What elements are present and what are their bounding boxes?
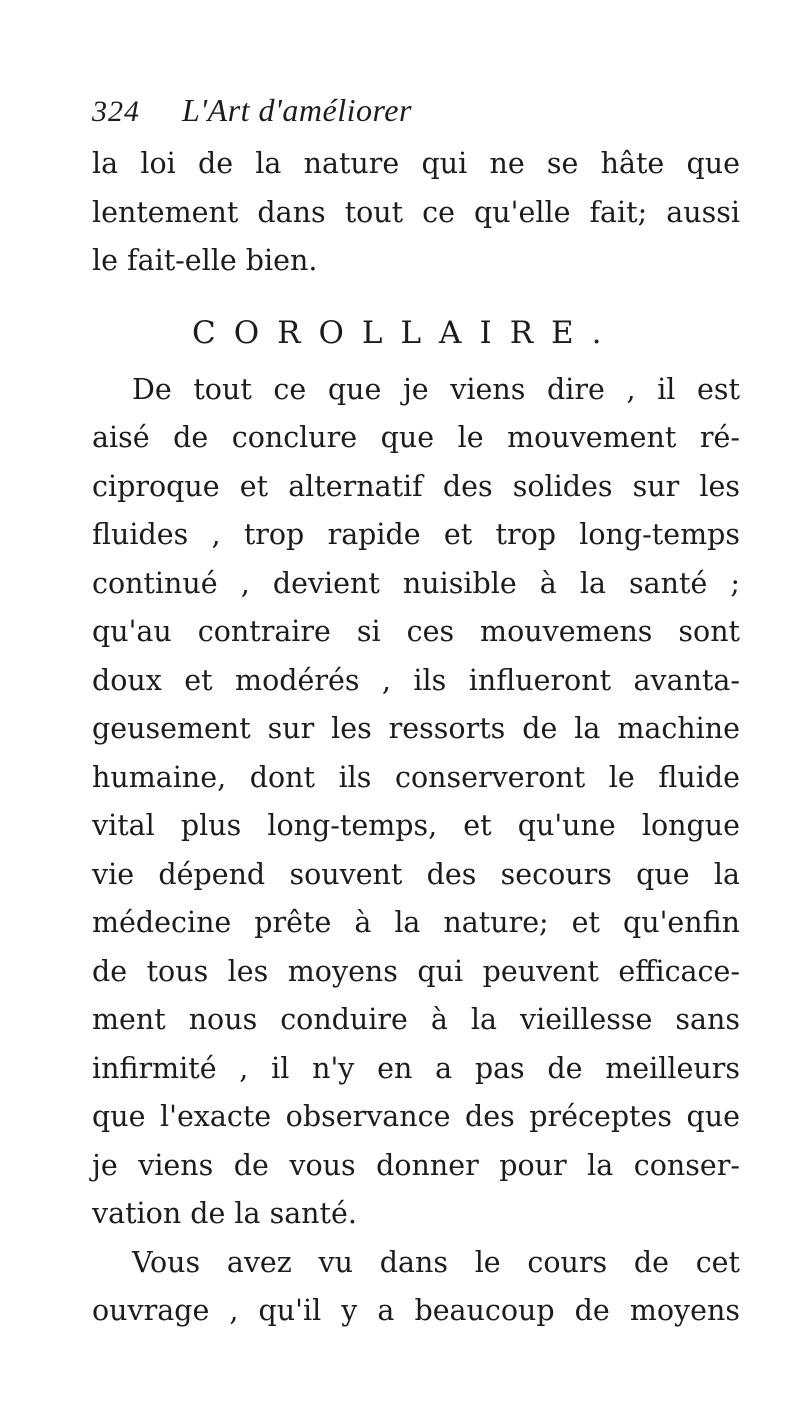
text-line: ouvrage , qu'il y a beaucoup de moyens <box>92 1294 740 1327</box>
text-line: geusement sur les ressorts de la machine <box>92 712 740 745</box>
text-line: Vous avez vu dans le cours de cet <box>132 1245 740 1279</box>
text-line: continué , devient nuisible à la santé ; <box>92 566 740 600</box>
continuation-text <box>92 140 740 286</box>
text-line: De tout ce que je viens dire , il est <box>132 372 740 406</box>
text-line: ment nous conduire à la vieillesse sans <box>92 1003 740 1036</box>
text-line: humaine, dont ils conserveront le fluide <box>92 760 740 794</box>
text-line: aisé de conclure que le mouvement ré- <box>92 421 740 454</box>
page-number: 324 <box>92 95 140 128</box>
text-line: infirmité , il n'y en a pas de meilleurs <box>92 1051 740 1085</box>
running-head <box>92 92 740 140</box>
text-line: je viens de vous donner pour la conser- <box>92 1148 740 1182</box>
text-line: fluides , trop rapide et trop long-temps <box>92 518 740 551</box>
text-line: lentement dans tout ce qu'elle fait; aussi <box>92 195 740 229</box>
text-line: la loi de la nature qui ne se hâte que <box>92 147 740 180</box>
text-line: que l'exacte observance des préceptes que <box>92 1100 740 1133</box>
text-line: de tous les moyens qui peuvent efficace- <box>92 954 740 988</box>
text-line: qu'au contraire si ces mouvemens sont <box>92 615 740 648</box>
text-line: vation de la santé. <box>92 1197 357 1230</box>
paragraph-next <box>92 1239 740 1336</box>
text-line: ciproque et alternatif des solides sur les <box>92 469 740 503</box>
text-line: vie dépend souvent des secours que la <box>92 857 740 891</box>
running-title: L'Art d'améliorer <box>182 92 412 128</box>
section-heading: COROLLAIRE. <box>192 314 620 351</box>
text-line: le fait-elle bien. <box>92 244 318 277</box>
text-line: doux et modérés , ils influeront avanta- <box>92 663 740 697</box>
text-line: médecine prête à la nature; et qu'enfin <box>92 906 740 939</box>
paragraph-corollaire <box>92 366 740 1239</box>
text-line: vital plus long-temps, et qu'une longue <box>92 809 740 842</box>
